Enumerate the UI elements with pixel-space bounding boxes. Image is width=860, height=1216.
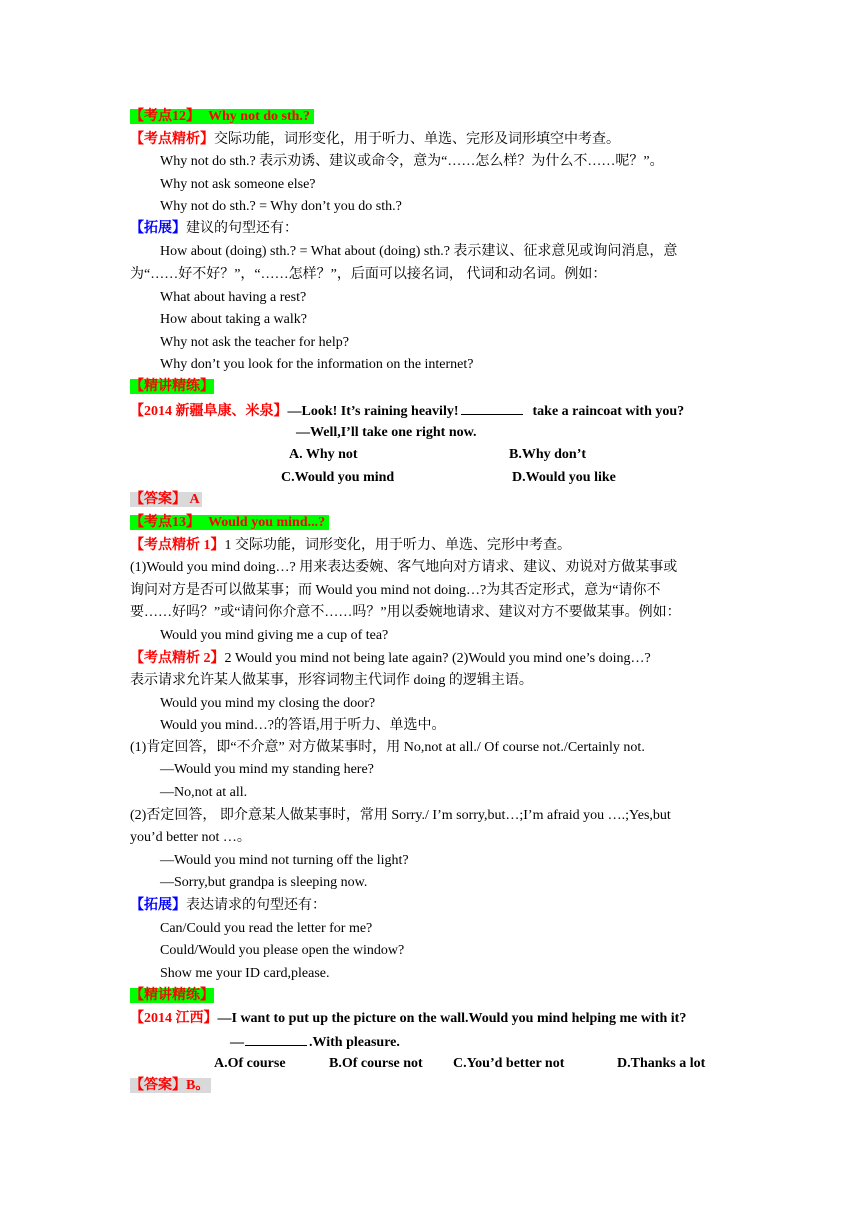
extension-label: 【拓展】 — [130, 898, 186, 913]
question-text: take a raincoat with you? — [532, 404, 685, 419]
example-line: Why not do sth.? = Why don’t you do sth.? — [160, 199, 402, 214]
option-d: D.Thanks a lot — [617, 1056, 706, 1071]
section-12-extension — [130, 219, 298, 239]
text-line: you’d better not …。 — [130, 830, 251, 845]
section-12-analysis — [130, 130, 620, 150]
question-text: —I want to put up the picture on the wall.Would you mind helping me with it? — [217, 1011, 687, 1026]
example-line: Would you mind my closing the door? — [160, 696, 376, 711]
text-line: (1)Would you mind doing…? 用来表达委婉、客气地向对方请求、建议、劝说对方做某事或 — [130, 560, 678, 575]
text-line: Would you mind…?的答语,用于听力、单选中。 — [160, 718, 446, 733]
analysis-text: 1 交际功能，词形变化，用于听力、单选、完形中考查。 — [224, 538, 571, 553]
example-line: Would you mind giving me a cup of tea? — [160, 628, 389, 643]
question-source: 【2014 新疆阜康、米泉】 — [130, 404, 288, 419]
example-line: Can/Could you read the letter for me? — [160, 921, 373, 936]
text-line: Why not do sth.? 表示劝诱、建议或命令，意为“……怎么样？为什么不……呢？”。 — [160, 154, 664, 169]
reply-text: .With pleasure. — [309, 1035, 400, 1050]
text-line: (1)肯定回答，即“不介意” 对方做某事时，用 No,not at all./ Of course not./Certainly not. — [130, 740, 645, 755]
section-13-title: Would you mind...? — [200, 515, 329, 530]
section-12-tag: 【考点12】 — [130, 109, 200, 124]
extension-label: 【拓展】 — [130, 221, 186, 236]
section-12-heading — [130, 107, 314, 127]
section-13-heading — [130, 513, 329, 533]
question-line — [130, 1009, 686, 1029]
question-line — [130, 400, 684, 420]
option-c: C.You’d better not — [453, 1056, 565, 1071]
analysis-text: 2 Would you mind not being late again? (2)Would you mind one’s doing…? — [224, 651, 651, 666]
practice-label-text: 【精讲精练】 — [130, 988, 214, 1003]
question-source: 【2014 江西】 — [130, 1011, 218, 1026]
analysis-label: 【考点精析】 — [130, 132, 214, 147]
answer-line — [130, 490, 202, 510]
practice-label — [130, 986, 214, 1006]
text-line: 询问对方是否可以做某事；而 Would you mind not doing…?为其否定形式，意为“请你不 — [130, 583, 661, 598]
example-line: Could/Would you please open the window? — [160, 943, 405, 958]
example-line: Why don’t you look for the information on the internet? — [160, 357, 474, 372]
section-12-title: Why not do sth.? — [200, 109, 314, 124]
example-line: —Would you mind my standing here? — [160, 762, 374, 777]
extension-text: 表达请求的句型还有： — [186, 898, 326, 913]
practice-label-text: 【精讲精练】 — [130, 379, 214, 394]
section-13-extension — [130, 896, 326, 916]
practice-label — [130, 377, 214, 397]
option-b: B.Of course not — [329, 1056, 423, 1071]
example-line: —Sorry,but grandpa is sleeping now. — [160, 875, 368, 890]
section-13-tag: 【考点13】 — [130, 515, 200, 530]
text-line: 要……好吗？”或“请问你介意不……吗？”用以委婉地请求、建议对方不要做某事。例如： — [130, 605, 681, 620]
section-13-analysis-1 — [130, 536, 571, 556]
question-text: —Look! It’s raining heavily! — [287, 404, 459, 419]
answer-line — [130, 1076, 211, 1096]
text-line: 为“……好不好？”，“……怎样？”，后面可以接名词， 代词和动名词。例如： — [130, 267, 607, 282]
option-b: B.Why don’t — [509, 447, 587, 462]
example-line: What about having a rest? — [160, 290, 307, 305]
analysis-text: 交际功能，词形变化，用于听力、单选、完形及词形填空中考查。 — [214, 132, 620, 147]
example-line: —No,not at all. — [160, 785, 248, 800]
text-line: 表示请求允许某人做某事，形容词物主代词作 doing 的逻辑主语。 — [130, 673, 533, 688]
extension-text: 建议的句型还有： — [186, 221, 298, 236]
example-line: Why not ask the teacher for help? — [160, 335, 349, 350]
reply-line: —Well,I’ll take one right now. — [296, 425, 477, 440]
example-line: Why not ask someone else? — [160, 177, 316, 192]
reply-dash: — — [230, 1035, 244, 1050]
option-c: C.Would you mind — [281, 470, 395, 485]
option-a: A.Of course — [214, 1056, 286, 1071]
example-line: Show me your ID card,please. — [160, 966, 330, 981]
option-a: A. Why not — [289, 447, 358, 462]
answer-text: 【答案】 A — [130, 492, 200, 507]
answer-blank — [461, 400, 523, 415]
example-line: —Would you mind not turning off the light? — [160, 853, 409, 868]
example-line: How about taking a walk? — [160, 312, 307, 327]
option-d: D.Would you like — [512, 470, 616, 485]
analysis-label: 【考点精析 1】 — [130, 538, 225, 553]
answer-text: 【答案】B。 — [130, 1078, 210, 1093]
text-line: How about (doing) sth.? = What about (doing) sth.? 表示建议、征求意见或询问消息，意 — [160, 244, 678, 259]
section-13-analysis-2 — [130, 649, 651, 669]
analysis-label: 【考点精析 2】 — [130, 651, 225, 666]
answer-blank — [245, 1031, 307, 1046]
reply-line — [230, 1031, 400, 1051]
text-line: (2)否定回答， 即介意某人做某事时，常用 Sorry./ I’m sorry,but…;I’m afraid you ….;Yes,but — [130, 808, 671, 823]
